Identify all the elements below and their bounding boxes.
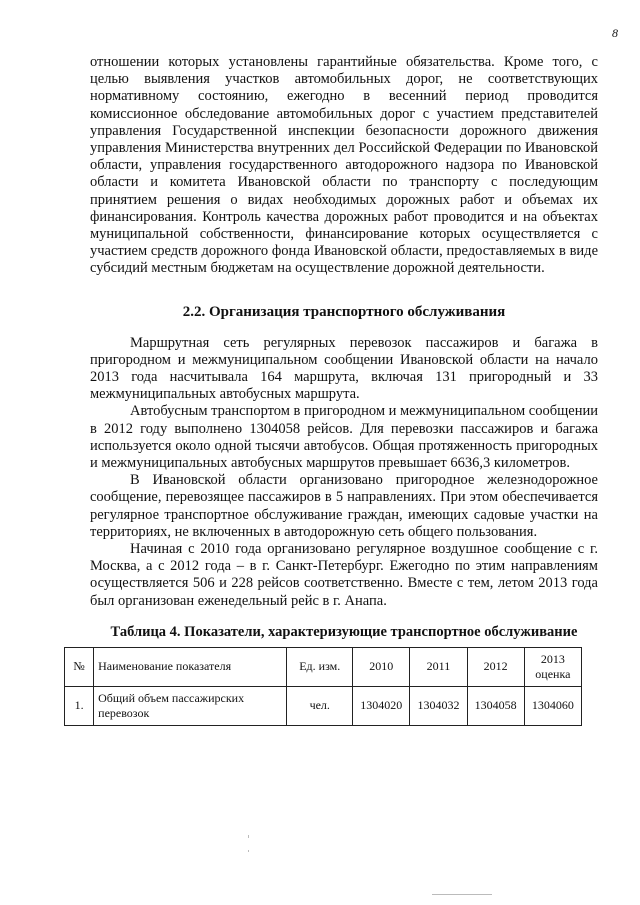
scan-speck [248, 850, 249, 852]
paragraph-bus-transport: Автобусным транспортом в пригородном и межмуниципальном сообщении в 2012 году выполнено 1304058 рейсов. Для перевозки пассажиров и багажа используется около одной тысячи автобусов. Общая протяженность пригородных и межмуниципальных автобусных маршрутов превышает 6636,3 километров. [90, 403, 599, 472]
header-2010: 2010 [353, 647, 410, 686]
cell-2011: 1304032 [410, 686, 467, 725]
paragraph-air-transport: Начиная с 2010 года организовано регулярное воздушное сообщение с г. Москва, а с 2012 года – в г. Санкт-Петербург. Ежегодно по этим направлениям осуществляется 506 и 228 рейсов соответственно. Вместе с тем, летом 2013 года был организован еженедельный рейс в г. Анапа. [90, 541, 598, 609]
header-number: № [65, 647, 94, 686]
header-2013-year: 2013 [540, 651, 565, 666]
cell-indicator-name: Общий объем пассажирских перевозок [94, 686, 287, 725]
table-header-row [65, 647, 582, 686]
page-number: 8 [612, 26, 618, 40]
header-2013-note: оценка [535, 666, 571, 681]
header-2013-estimate [524, 647, 581, 686]
header-2011: 2011 [410, 647, 467, 686]
table-row [65, 686, 582, 725]
paragraph-route-network: Маршрутная сеть регулярных перевозок пассажиров и багажа в пригородном и межмуниципальном сообщении Ивановской области на начало 2013 года насчитывала 164 маршрута, включая 131 пригородный и 33 межмуниципальных автобусных маршрута. [90, 334, 598, 403]
scan-speck [432, 894, 492, 895]
scan-speck [248, 835, 249, 838]
header-unit: Ед. изм. [287, 647, 353, 686]
intro-paragraph: отношении которых установлены гарантийные обязательства. Кроме того, с целью выявления участков автомобильных дорог, не соответствующих нормативному состоянию, ежегодно в весенний период проводится комиссионное обследование автомобильных дорог с участием представителей управления Государственной инспекции безопасности дорожного движения управления Министерства внутренних дел Российской Федерации по Ивановской области, управления государственного автодорожного надзора по Ивановской области и комитета Ивановской области по транспорту с последующим принятием решения о видах необходимых дорожных работ и объемах их финансирования. Контроль качества дорожных работ проводится и на объектах муниципальной собственности, финансирование которых осуществляется с участием средств дорожного фонда Ивановской области, предоставляемых в виде субсидий местным бюджетам на осуществление дорожной деятельности. [90, 54, 598, 277]
document-body [73, 54, 599, 726]
cell-2012: 1304058 [467, 686, 524, 725]
cell-number: 1. [65, 686, 94, 725]
transport-indicators-table [64, 647, 582, 726]
section-title: 2.2. Организация транспортного обслуживания [182, 303, 506, 320]
header-2012: 2012 [467, 647, 524, 686]
paragraph-railway: В Ивановской области организовано пригородное железнодорожное сообщение, перевозящее пассажиров в 5 направлениях. При этом обеспечивается регулярное транспортное обслуживание граждан, имеющих садовые участки на территориях, не включенных в автодорожную сеть общего пользования. [90, 472, 598, 540]
cell-2013: 1304060 [524, 686, 581, 725]
header-indicator-name: Наименование показателя [94, 647, 287, 686]
table-title: Таблица 4. Показатели, характеризующие транспортное обслуживание [110, 623, 578, 640]
cell-unit: чел. [287, 686, 353, 725]
cell-2010: 1304020 [353, 686, 410, 725]
